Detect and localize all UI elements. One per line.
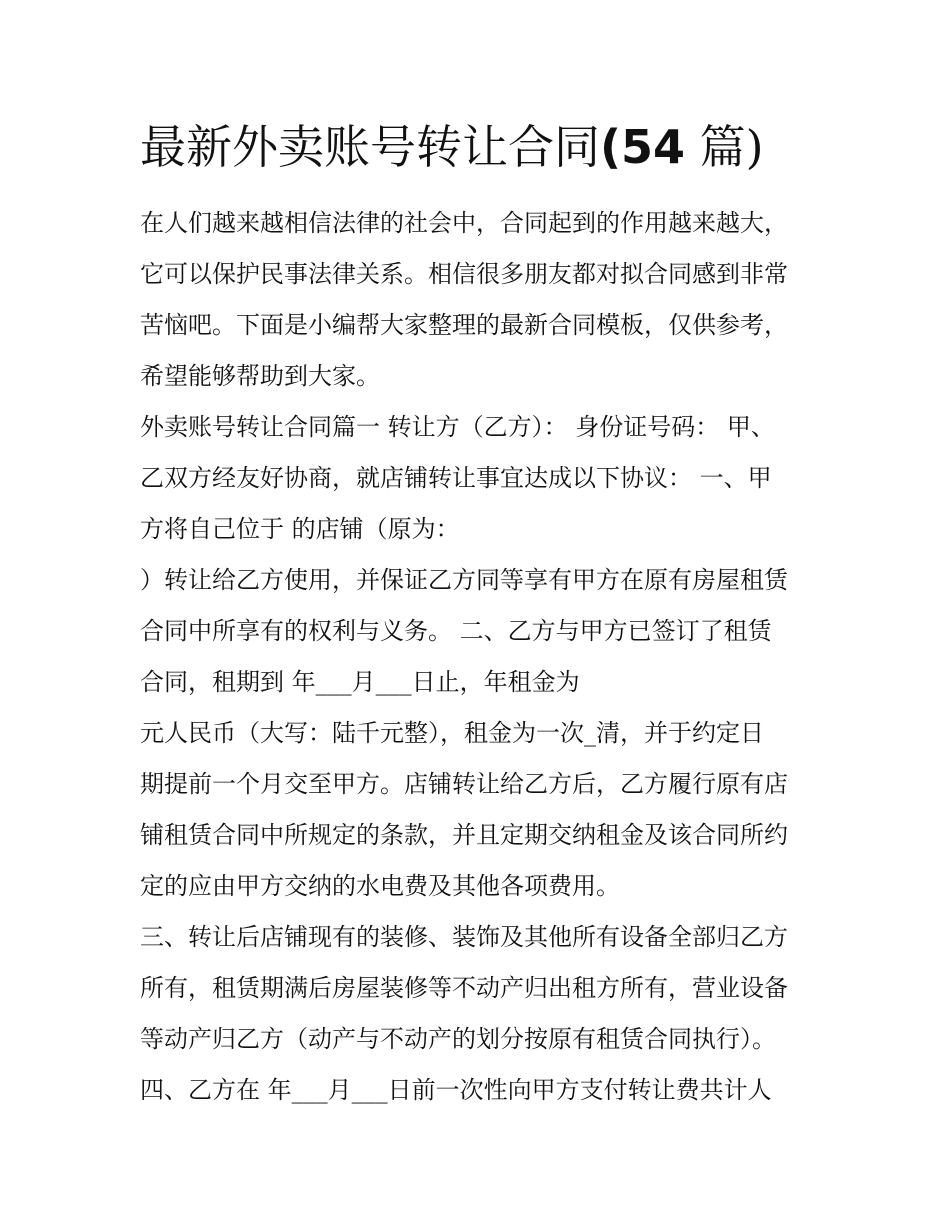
title-text: 最新外卖账号转让合同 — [140, 120, 600, 174]
text-line: 外卖账号转让合同篇一 转让方（乙方）： 身份证号码： 甲、 — [140, 413, 775, 441]
title-suffix: 篇) — [685, 120, 764, 174]
text-line: 苦恼吧。下面是小编帮大家整理的最新合同模板，仅供参考， — [140, 311, 788, 339]
text-line: 三、转让后店铺现有的装修、装饰及其他所有设备全部归乙方 — [140, 923, 788, 951]
text-line: 元人民币（大写：陆千元整），租金为一次_清，并于约定日 — [140, 719, 764, 747]
text-line: 合同中所享有的权利与义务。 二、乙方与甲方已签订了租赁 — [140, 617, 772, 645]
text-line: 四、乙方在 年___月___日前一次性向甲方支付转让费共计人 — [140, 1076, 772, 1104]
title-count: (54 — [600, 120, 686, 174]
text-line: 乙双方经友好协商，就店铺转让事宜达成以下协议： 一、甲 — [140, 464, 772, 492]
text-line: 等动产归乙方（动产与不动产的划分按原有租赁合同执行）。 — [140, 1025, 776, 1053]
page-title — [140, 112, 840, 182]
text-line: 定的应由甲方交纳的水电费及其他各项费用。 — [140, 872, 620, 900]
text-line: 期提前一个月交至甲方。店铺转让给乙方后，乙方履行原有店 — [140, 770, 788, 798]
text-line: 方将自己位于 的店铺（原为： — [140, 515, 460, 543]
text-line: 所有，租赁期满后房屋装修等不动产归出租方所有，营业设备 — [140, 974, 788, 1002]
text-line: 它可以保护民事法律关系。相信很多朋友都对拟合同感到非常 — [140, 260, 788, 288]
text-line: 在人们越来越相信法律的社会中，合同起到的作用越来越大， — [140, 209, 788, 237]
text-line: ）转让给乙方使用，并保证乙方同等享有甲方在原有房屋租赁 — [140, 566, 788, 594]
text-line: 合同，租期到 年___月___日止，年租金为 — [140, 668, 580, 696]
text-line: 铺租赁合同中所规定的条款，并且定期交纳租金及该合同所约 — [140, 821, 788, 849]
document-body — [140, 198, 830, 1116]
text-line: 希望能够帮助到大家。 — [140, 362, 380, 390]
